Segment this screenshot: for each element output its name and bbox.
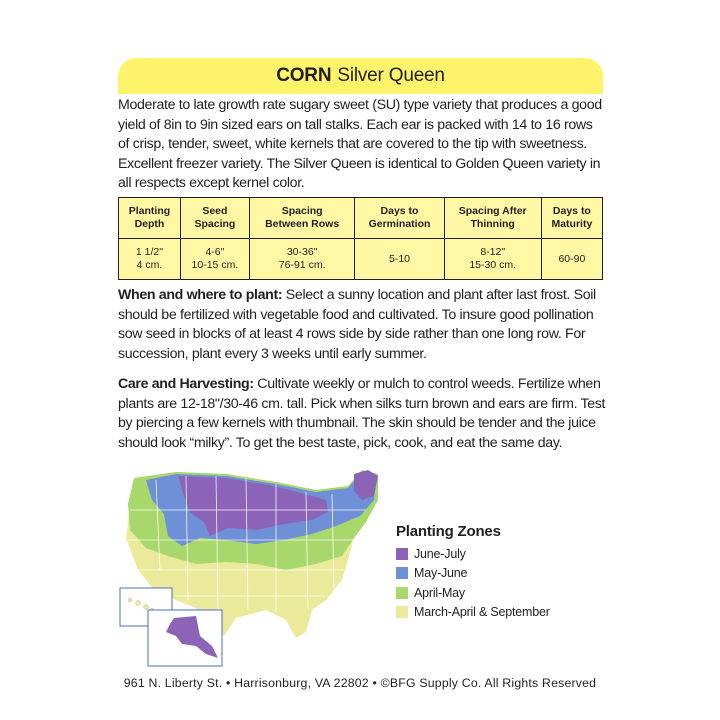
cell-spacing-between-rows: 30-36" 76-91 cm. <box>249 239 355 280</box>
table-row <box>119 239 603 280</box>
table-header-row <box>119 198 603 239</box>
header-planting-depth: Planting Depth <box>119 198 181 239</box>
cell-planting-depth: 1 1/2" 4 cm. <box>119 239 181 280</box>
when-where-text: Select a sunny location and plant after last frost. Soil should be fertilized with vegetable food and cultivated. To insure good pollination sow seed in blocks of at least 4 rows side by side rather than one long row. For succession, plant every 3 weeks until early summer. <box>118 287 596 362</box>
cell-seed-spacing: 4-6" 10-15 cm. <box>180 239 249 280</box>
us-map-graphic <box>116 460 396 670</box>
header-spacing-between-rows: Spacing Between Rows <box>249 198 355 239</box>
legend-swatch <box>396 567 408 579</box>
header-spacing-after-thinning: Spacing After Thinning <box>444 198 541 239</box>
variety-description: Moderate to late growth rate sugary sweet (SU) type variety that produces a good yield of 8in to 9in sized ears on tall stalks. Each ear is packed with 14 to 16 rows of crisp, tender, sweet, white kernels that are covered to the tip with sweetness. Excellent freezer variety. The Silver Queen is identical to Golden Queen variety in all respects except kernel color. <box>118 97 602 192</box>
legend-swatch <box>396 548 408 560</box>
legend-item-april-may <box>396 583 550 603</box>
cell-days-to-maturity: 60-90 <box>541 239 602 280</box>
legend-swatch <box>396 606 408 618</box>
legend-item-june-july <box>396 544 550 564</box>
legend-label: April-May <box>414 585 465 600</box>
when-where-heading: When and where to plant: <box>118 287 283 303</box>
when-where-section <box>118 286 606 364</box>
legend-item-may-june <box>396 564 550 584</box>
care-section <box>118 375 606 453</box>
legend-label: March-April & September <box>414 605 550 620</box>
planting-zone-map <box>116 460 396 670</box>
legend-item-march-april-september <box>396 603 550 623</box>
legend-label: June-July <box>414 546 466 561</box>
cell-spacing-after-thinning: 8-12" 15-30 cm. <box>444 239 541 280</box>
planting-info-table <box>118 197 603 280</box>
legend-swatch <box>396 587 408 599</box>
header-seed-spacing: Seed Spacing <box>180 198 249 239</box>
zone-legend <box>396 523 550 622</box>
company-footer: 961 N. Liberty St. • Harrisonburg, VA 22802 • ©BFG Supply Co. All Rights Reserved <box>123 676 597 690</box>
crop-name: CORN <box>276 65 332 86</box>
title-banner <box>118 58 603 94</box>
cell-days-to-germination: 5-10 <box>355 239 444 280</box>
variety-name: Silver Queen <box>337 65 445 86</box>
header-days-to-maturity: Days to Maturity <box>541 198 602 239</box>
header-days-to-germination: Days to Germination <box>355 198 444 239</box>
legend-title: Planting Zones <box>396 523 501 540</box>
legend-label: May-June <box>414 566 468 581</box>
care-text: Cultivate weekly or mulch to control weeds. Fertilize when plants are 12-18"/30-46 cm. tall. Pick when silks turn brown and ears are firm. Test by piercing a few kernels with thumbnail. The skin should be tender and the juice should look “milky”. To get the best taste, pick, cook, and eat the same day. <box>118 376 606 451</box>
care-heading: Care and Harvesting: <box>118 376 254 392</box>
